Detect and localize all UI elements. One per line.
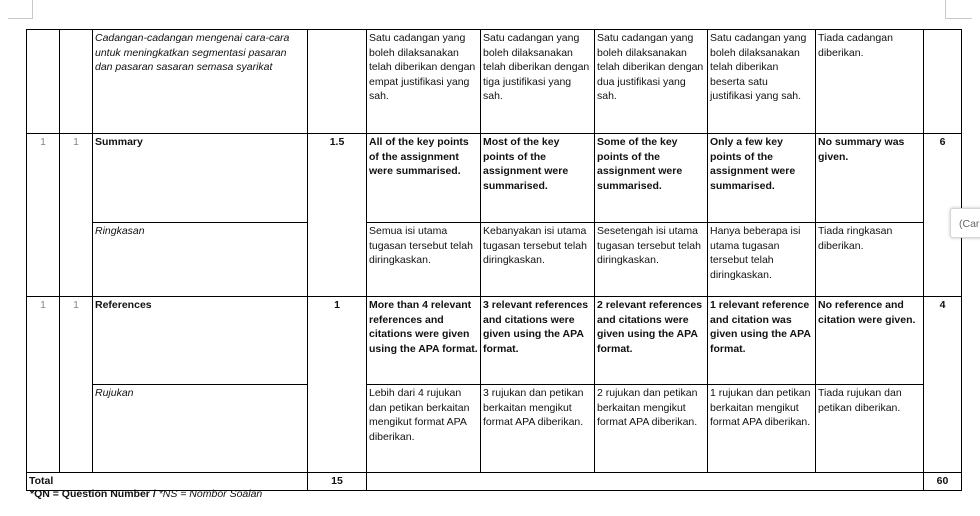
level-cell-en: Only a few key points of the assignment were summarised. (708, 134, 816, 223)
marks-cell: 6 (924, 134, 962, 297)
table-row-references-ms (27, 385, 962, 473)
qn-cell: 1 (27, 297, 60, 473)
total-blank (367, 473, 924, 491)
total-marks: 60 (924, 473, 962, 491)
footnote-qn: *QN = Question Number (30, 488, 150, 500)
level-cell-ms: 2 rujukan dan petikan berkaitan mengikut format APA diberikan. (595, 385, 708, 473)
criteria-title-ms: Ringkasan (93, 223, 308, 297)
level-cell-ms: Kebanyakan isi utama tugasan tersebut telah diringkaskan. (481, 223, 595, 297)
marks-cell: 4 (924, 297, 962, 473)
qn-cell (27, 30, 60, 134)
level-cell-en: Most of the key points of the assignment were summarised. (481, 134, 595, 223)
table-row-summary (27, 134, 962, 223)
rubric-table (26, 29, 962, 491)
level-cell-en: No reference and citation were given. (816, 297, 924, 385)
marks-cell (924, 30, 962, 134)
criteria-title-ms: Rujukan (93, 385, 308, 473)
weight-cell: 1.5 (308, 134, 367, 297)
qn-cell: 1 (27, 134, 60, 297)
level-cell: Satu cadangan yang boleh dilaksanakan telah diberikan beserta satu justifikasi yang sah. (708, 30, 816, 134)
footnote-ns: *NS = Nombor Soalan (158, 488, 263, 500)
level-cell-ms: 3 rujukan dan petikan berkaitan mengikut format APA diberikan. (481, 385, 595, 473)
weight-cell: 1 (308, 297, 367, 473)
weight-cell (308, 30, 367, 134)
level-cell-en: 3 relevant references and citations were given using the APA format. (481, 297, 595, 385)
table-row-summary-ms (27, 223, 962, 297)
footnote-separator: / (149, 488, 159, 500)
level-cell-ms: Sesetengah isi utama tugasan tersebut telah diringkaskan. (595, 223, 708, 297)
level-cell-en: Some of the key points of the assignment were summarised. (595, 134, 708, 223)
level-cell: Satu cadangan yang boleh dilaksanakan telah diberikan dengan tiga justifikasi yang sah. (481, 30, 595, 134)
ns-cell (60, 30, 93, 134)
level-cell-en: No summary was given. (816, 134, 924, 223)
level-cell-ms: Hanya beberapa isi utama tugasan tersebut telah diringkaskan. (708, 223, 816, 297)
level-cell-ms: Tiada rujukan dan petikan diberikan. (816, 385, 924, 473)
level-cell: Satu cadangan yang boleh dilaksanakan telah diberikan dengan dua justifikasi yang sah. (595, 30, 708, 134)
criteria-text-ms: Cadangan-cadangan mengenai cara-cara untuk meningkatkan segmentasi pasaran dan pasaran sasaran semasa syarikat (93, 30, 308, 134)
level-cell-en: 2 relevant references and citations were given using the APA format. (595, 297, 708, 385)
ns-cell: 1 (60, 297, 93, 473)
level-cell-en: More than 4 relevant references and citations were given using the APA format. (367, 297, 481, 385)
table-row-references (27, 297, 962, 385)
page-corner-mark-left (8, 0, 33, 19)
total-label: Total (27, 473, 308, 491)
level-cell-ms: 1 rujukan dan petikan berkaitan mengikut format APA diberikan. (708, 385, 816, 473)
total-weight: 15 (308, 473, 367, 491)
table-row-segmentation (27, 30, 962, 134)
level-cell-ms: Tiada ringkasan diberikan. (816, 223, 924, 297)
level-cell-en: All of the key points of the assignment were summarised. (367, 134, 481, 223)
level-cell-ms: Lebih dari 4 rujukan dan petikan berkaitan mengikut format APA diberikan. (367, 385, 481, 473)
footnote (30, 488, 262, 500)
criteria-title-en: Summary (93, 134, 308, 223)
level-cell-en: 1 relevant reference and citation was given using the APA format. (708, 297, 816, 385)
criteria-title-en: References (93, 297, 308, 385)
page-corner-mark-right (945, 0, 972, 19)
level-cell: Satu cadangan yang boleh dilaksanakan telah diberikan dengan empat justifikasi yang sah. (367, 30, 481, 134)
paste-options-tab[interactable]: (Car (950, 208, 980, 238)
level-cell: Tiada cadangan diberikan. (816, 30, 924, 134)
ns-cell: 1 (60, 134, 93, 297)
level-cell-ms: Semua isi utama tugasan tersebut telah diringkaskan. (367, 223, 481, 297)
